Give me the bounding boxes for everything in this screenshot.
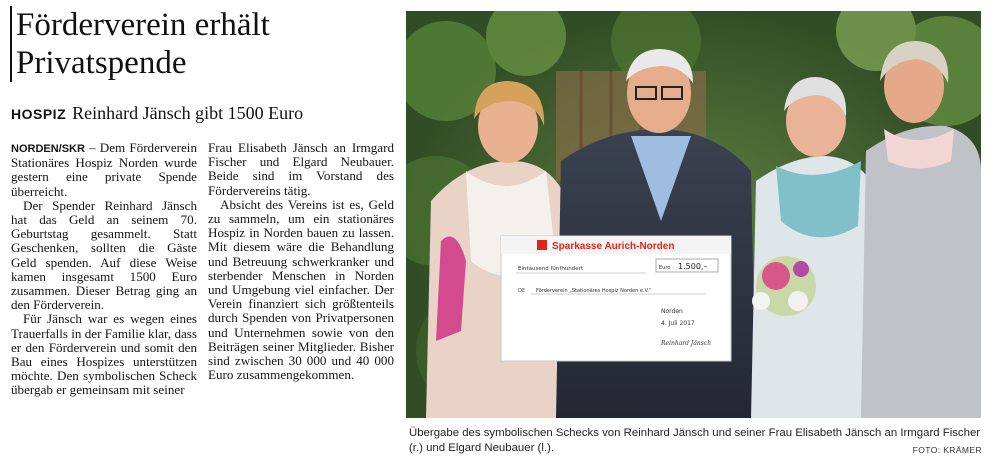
- article-headline: [10, 6, 406, 82]
- photo-credit: FOTO: KRÄMER: [912, 445, 982, 455]
- cheque-de: DE: [518, 288, 526, 294]
- headline-line-2: Privatspende: [16, 45, 187, 81]
- article-column-1: [11, 141, 197, 398]
- symbolic-cheque: [501, 236, 731, 361]
- paragraph: Der Spender Reinhard Jänsch hat das Geld an seinem 70. Geburtstag gesammelt. Statt Geschenken, sollten die Gäste Geld spenden. Auf diese Weise kamen insgesamt 1500 Euro zusammen. Dieser Betrag ging an den Förderverein.: [11, 197, 197, 313]
- news-photo: [406, 11, 981, 418]
- article-column-2: [208, 141, 394, 382]
- article-subheadline: [11, 102, 406, 125]
- photo-illustration: [406, 11, 981, 418]
- photo-caption: Übergabe des symbolischen Schecks von Reinhard Jänsch und seiner Frau Elisabeth Jänsch an Irmgard Fischer (r.) und Elgard Neubauer (l.).: [409, 427, 981, 454]
- subheadline-text: Reinhard Jänsch gibt 1500 Euro: [72, 103, 304, 123]
- cheque-place: Norden: [661, 308, 683, 315]
- cheque-bank-name: Sparkasse Aurich-Norden: [552, 241, 675, 252]
- cheque-currency: Euro: [659, 265, 671, 271]
- paragraph-lead: [11, 141, 197, 199]
- cheque-date: 4. Juli 2017: [661, 320, 695, 327]
- cheque-amount: 1.500,–: [678, 262, 708, 271]
- dateline: NORDEN/SKR: [11, 143, 85, 155]
- sparkasse-logo-icon: [537, 240, 547, 250]
- paragraph: Absicht des Vereins ist es, Geld zu sammeln, um ein stationäres Hospiz in Norden bauen zu lassen. Mit diesem wäre die Behandlung und Betreuung schwerkranker und sterbender Menschen in Norden und Umgebung viel einfacher. Der Verein finanziert sich größtenteils durch Spenden von Privatpersonen und Unternehmen sowie von den Beiträgen seiner Mitglieder. Bisher sind zwischen 30 000 und 40 000 Euro zusammengekommen.: [208, 196, 394, 383]
- cheque-words: Eintausend fünfhundert: [518, 266, 584, 272]
- section-kicker: HOSPIZ: [11, 106, 67, 122]
- headline-line-1: Förderverein erhält: [16, 7, 270, 43]
- paragraph: Für Jänsch war es wegen eines Trauerfalls in der Familie klar, dass er den Förderverein und somit den Bau eines Hospizes unterstützen möchte. Den symbolischen Scheck übergab er gemeinsam mit seiner: [11, 311, 197, 398]
- paragraph: Frau Elisabeth Jänsch an Irmgard Fischer und Elgard Neubauer. Beide sind im Vorstand des Fördervereins tätig.: [208, 140, 394, 198]
- cheque-signature: Reinhard Jänsch: [661, 340, 712, 347]
- cheque-payee: Förderverein „Stationäres Hospiz Norden e.V.“: [536, 288, 652, 294]
- lead-text: – Dem Förderverein Stationäres Hospiz Norden wurde gestern eine private Spende überreicht.: [11, 140, 197, 199]
